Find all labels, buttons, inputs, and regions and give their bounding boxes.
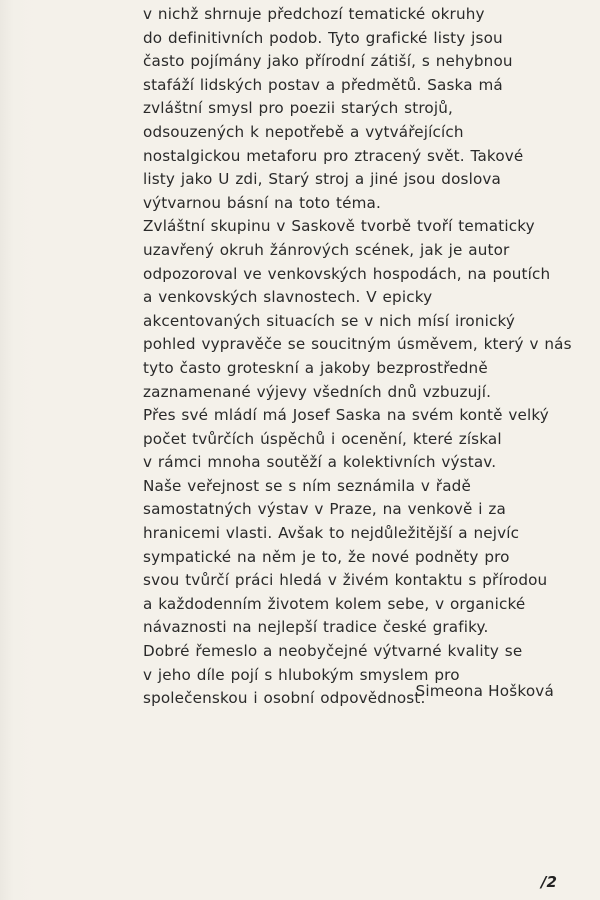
text-line: Dobré řemeslo a neobyčejné výtvarné kvality se	[143, 642, 523, 661]
text-line: uzavřený okruh žánrových scének, jak je autor	[143, 240, 510, 259]
text-line: společenskou i osobní odpovědnost.	[143, 689, 426, 708]
author-signature: Simeona Hošková	[415, 682, 554, 700]
text-line: tyto často groteskní a jakoby bezprostředně	[143, 358, 488, 377]
text-line: svou tvůrčí práci hledá v živém kontaktu s přírodou	[143, 571, 548, 590]
text-line: Zvláštní skupinu v Saskově tvorbě tvoří tematicky	[143, 217, 535, 236]
body-text	[143, 3, 593, 711]
text-line: zvláštní smysl pro poezii starých strojů,	[143, 99, 453, 118]
text-line: odpozoroval ve venkovských hospodách, na poutích	[143, 264, 551, 283]
page-number: /2	[541, 873, 557, 891]
text-line: do definitivních podob. Tyto grafické listy jsou	[143, 28, 503, 47]
text-line: a každodenním životem kolem sebe, v organické	[143, 594, 526, 613]
text-line: Přes své mládí má Josef Saska na svém kontě velký	[143, 406, 549, 425]
text-line: stafáží lidských postav a předmětů. Saska má	[143, 75, 503, 94]
text-line: často pojímány jako přírodní zátiší, s nehybnou	[143, 52, 513, 71]
text-line: v rámci mnoha soutěží a kolektivních výstav.	[143, 453, 497, 472]
text-line: nostalgickou metaforu pro ztracený svět. Takové	[143, 146, 524, 165]
text-line: počet tvůrčích úspěchů i ocenění, které získal	[143, 429, 502, 448]
text-line: zaznamenané výjevy všedních dnů vzbuzují.	[143, 382, 492, 401]
text-line: listy jako U zdi, Starý stroj a jiné jsou doslova	[143, 170, 501, 189]
text-line: pohled vypravěče se soucitným úsměvem, který v nás	[143, 335, 572, 354]
text-line: v jeho díle pojí s hlubokým smyslem pro	[143, 665, 460, 684]
text-line: odsouzených k nepotřebě a vytvářejících	[143, 122, 464, 141]
text-line: a venkovských slavnostech. V epicky	[143, 288, 433, 307]
text-line: sympatické na něm je to, že nové podněty pro	[143, 547, 510, 566]
text-line: výtvarnou básní na toto téma.	[143, 193, 381, 212]
text-line: akcentovaných situacích se v nich mísí ironický	[143, 311, 516, 330]
text-line: hranicemi vlasti. Avšak to nejdůležitější a nejvíc	[143, 524, 520, 543]
text-line: Naše veřejnost se s ním seznámila v řadě	[143, 476, 471, 495]
text-line: návaznosti na nejlepší tradice české grafiky.	[143, 618, 489, 637]
text-line: samostatných výstav v Praze, na venkově i za	[143, 500, 506, 519]
text-line: v nichž shrnuje předchozí tematické okruhy	[143, 5, 485, 23]
